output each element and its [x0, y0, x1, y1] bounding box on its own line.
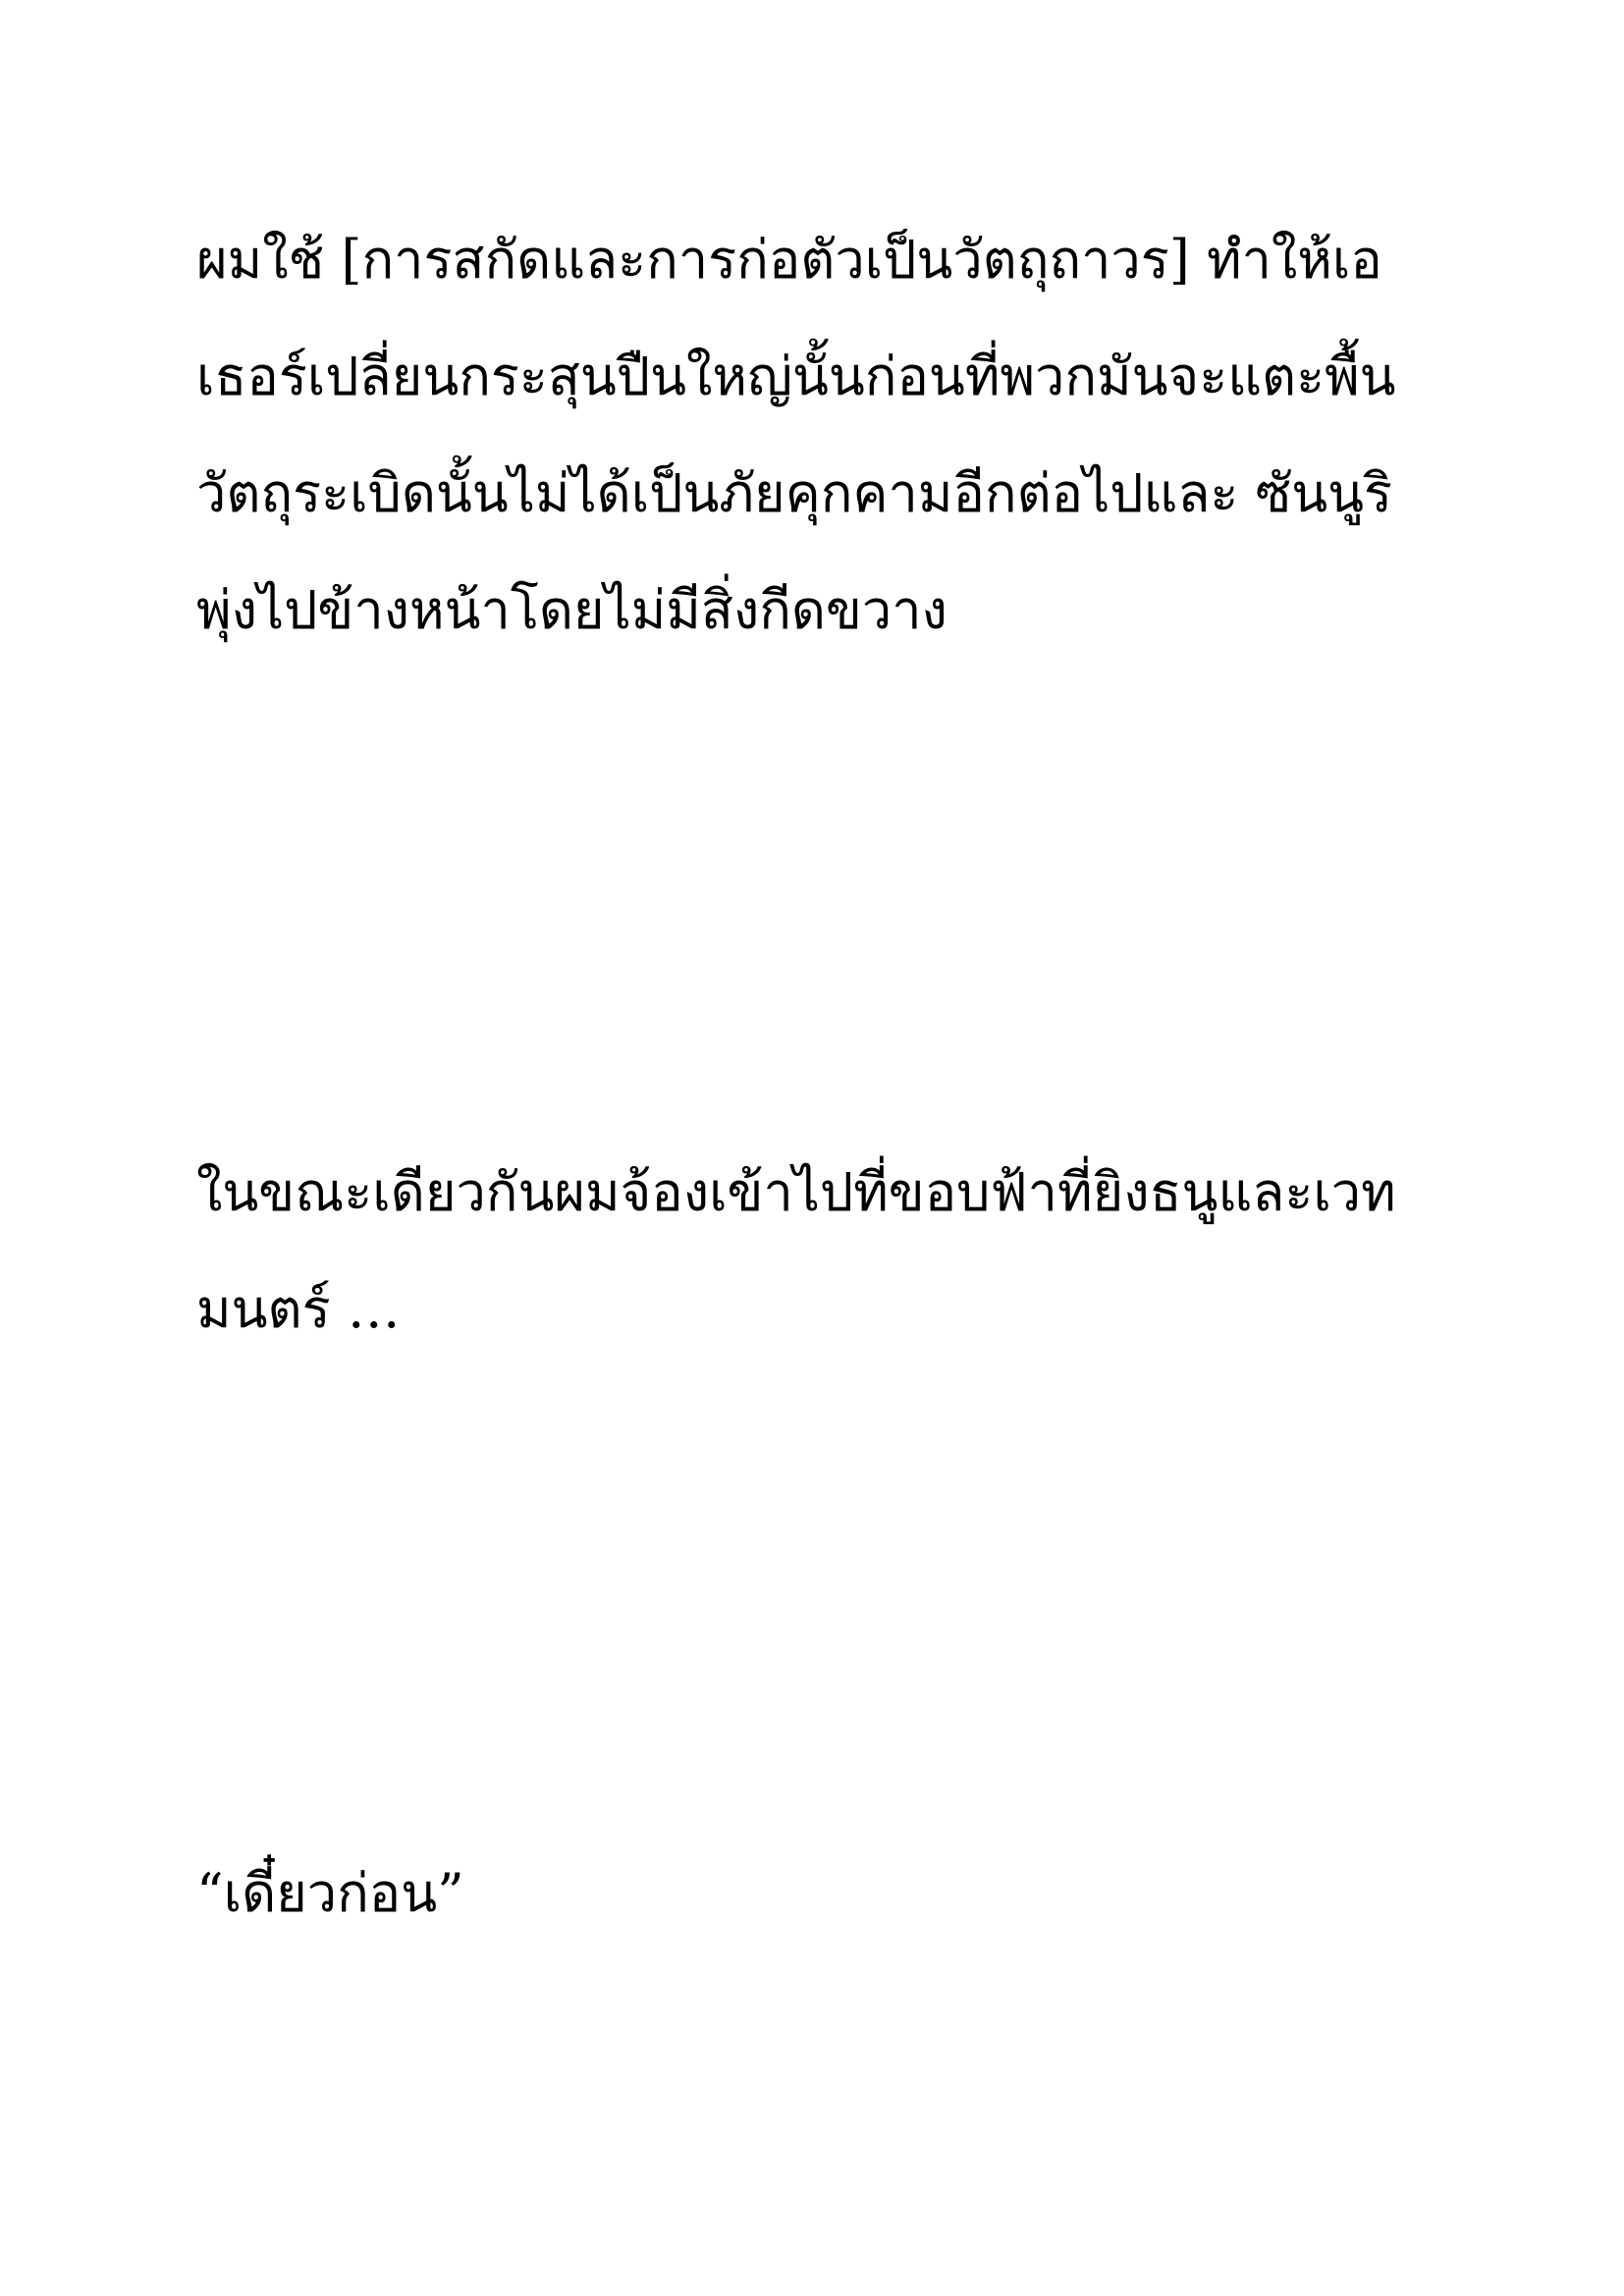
dialogue-line: “เดี๋ยวก่อน”: [196, 1862, 464, 1924]
text-line: ผมใช้ [การสกัดและการก่อตัวเป็นวัตถุถาวร] ทำให้เอ: [196, 229, 1382, 291]
text-line: มนตร์ …: [196, 1278, 401, 1340]
text-line: เธอร์เปลี่ยนกระสุนปืนใหญ่นั้นก่อนที่พวกมันจะแตะพื้น: [196, 346, 1396, 407]
text-line: พุ่งไปข้างหน้าโดยไม่มีสิ่งกีดขวาง: [196, 579, 947, 641]
text-line: วัตถุระเบิดนั้นไม่ได้เป็นภัยคุกคามอีกต่อไปและ ซันนูริ: [196, 462, 1393, 524]
text-line: ในขณะเดียวกันผมจ้องเข้าไปที่ขอบฟ้าที่ยิงธนูและเวท: [196, 1161, 1396, 1223]
